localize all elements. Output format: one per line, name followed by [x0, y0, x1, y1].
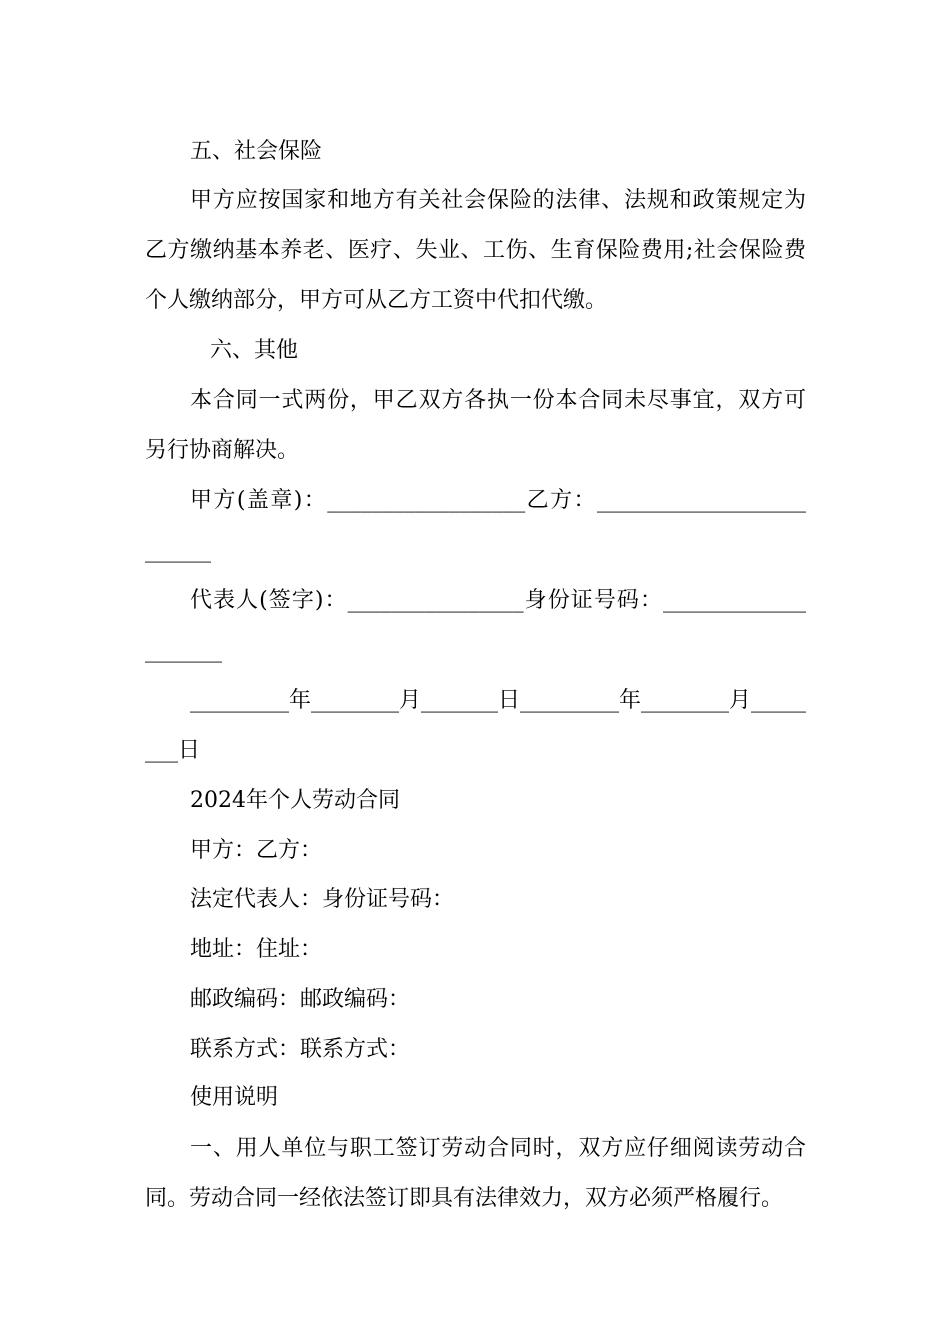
paragraph-line: 本合同一式两份，甲乙双方各执一份本合同未尽事宜，双方可: [190, 388, 806, 413]
date-line: _________年________月_______日_________年________月_____: [190, 688, 807, 713]
signature-line-representative: 代表人(签字)：________________身份证号码：_____________: [190, 588, 806, 613]
paragraph-line: 另行协商解决。: [145, 438, 300, 463]
paragraph-line: 甲方应按国家和地方有关社会保险的法律、法规和政策规定为: [190, 188, 806, 213]
paragraph-line: 一、用人单位与职工签订劳动合同时，双方应仔细阅读劳动合: [190, 1136, 806, 1161]
signature-line-party-a: 甲方(盖章)：__________________乙方：___________________: [190, 488, 806, 513]
signature-line-continuation: _______: [145, 638, 222, 663]
date-line-continuation: ___日: [145, 738, 201, 763]
paragraph-line: 同。劳动合同一经依法签订即具有法律效力，双方必须严格履行。: [145, 1186, 784, 1211]
instructions-heading: 使用说明: [190, 1085, 279, 1110]
address-line: 地址：住址：: [190, 937, 323, 962]
party-line: 甲方：乙方：: [190, 838, 323, 863]
paragraph-line: 乙方缴纳基本养老、医疗、失业、工伤、生育保险费用;社会保险费: [145, 238, 806, 263]
contract-title: 2024年个人劳动合同: [190, 788, 400, 813]
section-heading-social-insurance: 五、社会保险: [190, 139, 323, 164]
contact-line: 联系方式：联系方式：: [190, 1037, 411, 1062]
postal-code-line: 邮政编码：邮政编码：: [190, 987, 411, 1012]
signature-line-continuation: ______: [145, 538, 211, 563]
section-heading-other: 六、其他: [210, 338, 299, 363]
legal-representative-line: 法定代表人：身份证号码：: [190, 887, 455, 912]
paragraph-line: 个人缴纳部分，甲方可从乙方工资中代扣代缴。: [145, 288, 608, 313]
